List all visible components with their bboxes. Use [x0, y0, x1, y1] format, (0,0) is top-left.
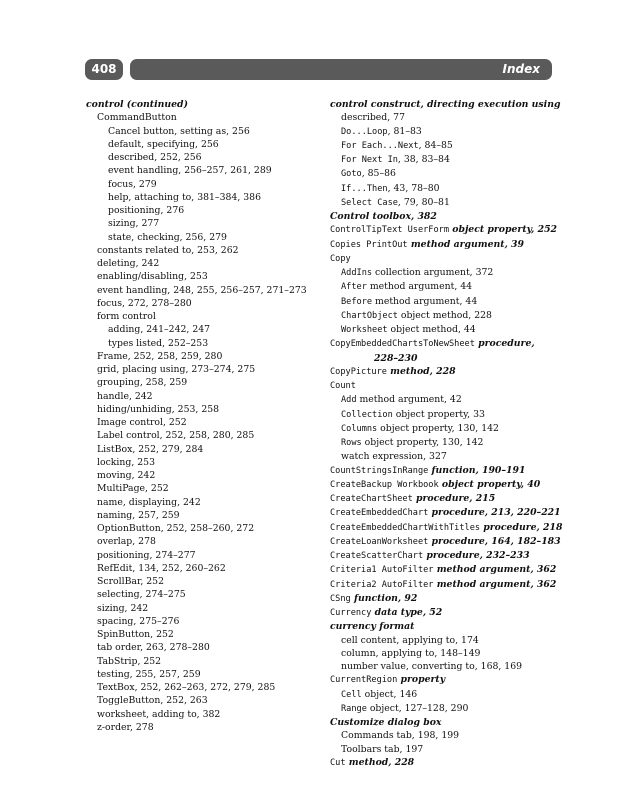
index-text: TabStrip, 252 — [97, 655, 162, 667]
index-text: object, 127–128, 290 — [366, 702, 469, 714]
index-entry — [86, 549, 318, 562]
index-entry — [86, 390, 318, 403]
index-entry — [86, 575, 318, 588]
index-text: column, applying to, 148–149 — [341, 647, 481, 659]
index-entry — [86, 522, 318, 535]
index-text: procedure, 213, 220–221 — [428, 507, 561, 519]
code-term: CSng — [330, 593, 351, 604]
index-text: ListBox, 252, 279, 284 — [97, 443, 204, 455]
index-text: watch expression, 327 — [341, 451, 447, 463]
index-text: RefEdit, 134, 252, 260–262 — [97, 562, 226, 574]
index-text: CommandButton — [97, 112, 177, 124]
index-entry — [330, 153, 555, 167]
index-entry — [86, 297, 318, 310]
index-text: enabling/disabling, 253 — [97, 271, 208, 283]
index-text: object method, 44 — [387, 324, 476, 335]
index-text: ToggleButton, 252, 263 — [97, 695, 208, 707]
index-text: cell content, applying to, 174 — [341, 634, 479, 646]
index-entry — [86, 641, 318, 654]
code-term: CreateScatterChart — [330, 551, 424, 561]
index-text: positioning, 274–277 — [97, 549, 196, 561]
index-entry — [330, 280, 555, 294]
index-text: procedure, — [474, 338, 535, 350]
index-entry — [86, 363, 318, 376]
page-header — [85, 59, 552, 80]
code-term: Select Case — [341, 197, 398, 208]
index-entry — [330, 125, 555, 139]
index-entry — [330, 408, 555, 422]
code-term: CurrentRegion — [330, 675, 398, 686]
index-text: default, specifying, 256 — [108, 138, 219, 150]
index-entry — [330, 492, 555, 506]
index-text: Label control, 252, 258, 280, 285 — [97, 430, 255, 442]
index-text: Cancel button, setting as, 256 — [108, 125, 250, 137]
code-term: If...Then — [341, 183, 388, 194]
code-term: CreateChartSheet — [330, 494, 413, 504]
index-entry — [330, 563, 555, 577]
index-entry — [330, 182, 555, 196]
index-text: help, attaching to, 381–384, 386 — [108, 191, 261, 203]
index-entry — [86, 270, 318, 283]
code-term: ChartObject — [341, 310, 398, 321]
index-entry — [86, 178, 318, 191]
index-entry — [86, 337, 318, 350]
index-entry — [330, 634, 555, 647]
index-entry — [86, 164, 318, 177]
index-column-left — [86, 98, 318, 734]
index-entry — [330, 578, 555, 592]
index-entry — [86, 284, 318, 297]
index-column-right — [330, 98, 563, 770]
index-text: Image control, 252 — [97, 417, 187, 428]
index-text: constants related to, 253, 262 — [97, 244, 239, 256]
code-term: CreateEmbeddedChartWithTitles — [330, 522, 481, 533]
index-entry — [86, 482, 318, 495]
code-term: After — [341, 282, 367, 293]
code-term: ControlTipText UserForm — [330, 225, 449, 236]
index-entry — [330, 647, 555, 660]
index-text: method, 228 — [386, 365, 456, 377]
index-entry — [86, 615, 318, 628]
index-entry — [330, 535, 561, 549]
code-term: Criteria1 AutoFilter — [330, 565, 434, 576]
index-entry — [86, 469, 318, 482]
index-entry — [86, 721, 318, 734]
index-entry — [86, 244, 318, 257]
code-term: Criteria2 AutoFilter — [330, 579, 434, 590]
index-entry — [86, 376, 318, 389]
code-term: Currency — [330, 608, 372, 618]
index-entry — [86, 151, 318, 164]
index-entry — [330, 592, 555, 606]
index-text: object property, 252 — [449, 224, 558, 236]
index-text: , 85–86 — [361, 168, 396, 180]
index-entry — [330, 743, 555, 756]
index-text: method argument, 362 — [433, 564, 557, 576]
index-text: procedure, 164, 182–183 — [428, 535, 561, 547]
code-term: Rows — [341, 438, 362, 448]
index-text: Toolbars tab, 197 — [341, 743, 424, 755]
index-entry — [330, 238, 555, 252]
index-text: deleting, 242 — [97, 258, 160, 269]
index-text: object property, 130, 142 — [377, 422, 499, 434]
index-text: Commands tab, 198, 199 — [341, 730, 460, 742]
index-text: collection argument, 372 — [372, 267, 494, 278]
index-entry — [86, 443, 318, 456]
index-entry — [330, 673, 555, 687]
index-text: sizing, 242 — [97, 602, 149, 614]
code-term: Goto — [341, 169, 362, 180]
index-entry — [86, 509, 318, 522]
index-text: z-order, 278 — [97, 721, 154, 733]
index-text: SpinButton, 252 — [97, 629, 174, 640]
index-text: method argument, 42 — [356, 394, 462, 406]
index-text: method argument, 44 — [366, 281, 473, 293]
index-entry — [330, 379, 555, 393]
code-term: CreateLoanWorksheet — [330, 536, 429, 547]
code-term: Copy — [330, 253, 351, 264]
code-term: Range — [341, 703, 367, 714]
index-entry — [330, 352, 555, 365]
index-entry — [330, 98, 561, 111]
index-text: property — [397, 674, 446, 686]
index-text: MultiPage, 252 — [97, 483, 169, 495]
section-title-bar: Index — [130, 59, 552, 80]
index-entry — [86, 257, 318, 270]
index-text: , 84–85 — [418, 139, 453, 151]
index-entry — [86, 231, 318, 244]
index-text: described, 77 — [341, 112, 405, 124]
index-entry — [86, 681, 318, 694]
code-term: Worksheet — [341, 325, 388, 335]
index-entry — [86, 191, 318, 204]
code-term: Columns — [341, 423, 378, 434]
index-entry — [330, 210, 555, 223]
index-entry — [330, 393, 555, 407]
index-text: moving, 242 — [97, 470, 156, 481]
index-text: method argument, 44 — [372, 295, 478, 307]
index-text: , 43, 78–80 — [387, 182, 440, 194]
code-term: CreateEmbeddedChart — [330, 508, 429, 519]
code-term: CopyPicture — [330, 366, 387, 377]
index-text: object method, 228 — [397, 309, 492, 321]
index-entry — [330, 756, 555, 770]
page-number: 408 — [85, 59, 123, 80]
index-entry — [86, 655, 318, 668]
index-text: object property, 130, 142 — [361, 437, 484, 448]
index-text: , 81–83 — [387, 125, 422, 137]
index-entry — [86, 588, 318, 601]
code-term: Cut — [330, 757, 346, 768]
index-entry — [86, 429, 318, 442]
index-text: Customize dialog box — [330, 717, 442, 728]
index-text: method, 228 — [345, 756, 415, 768]
index-entry — [330, 323, 555, 337]
index-entry — [86, 708, 318, 721]
index-text: overlap, 278 — [97, 536, 156, 548]
index-entry — [86, 602, 318, 615]
index-entry — [330, 606, 555, 620]
index-text: number value, converting to, 168, 169 — [341, 661, 523, 672]
code-term: For Each...Next — [341, 140, 419, 151]
index-text: procedure, 232–233 — [423, 550, 530, 561]
index-entry — [86, 668, 318, 681]
index-text: selecting, 274–275 — [97, 589, 186, 601]
index-text: focus, 272, 278–280 — [97, 297, 192, 309]
code-term: Collection — [341, 409, 393, 420]
index-text: Frame, 252, 258, 259, 280 — [97, 350, 223, 362]
index-text: 228–230 — [374, 352, 418, 364]
index-entry — [330, 309, 555, 323]
index-entry — [330, 464, 555, 478]
index-entry — [86, 456, 318, 469]
index-text: method argument, 39 — [407, 238, 524, 250]
index-text: , 38, 83–84 — [397, 154, 450, 165]
index-text: grid, placing using, 273–274, 275 — [97, 364, 256, 375]
index-text: described, 252, 256 — [108, 152, 202, 163]
index-entry — [330, 688, 555, 702]
code-term: Do...Loop — [341, 126, 388, 137]
index-entry — [86, 350, 318, 363]
code-term: For Next In — [341, 155, 398, 165]
code-term: CreateBackup Workbook — [330, 479, 439, 490]
index-entry — [86, 628, 318, 641]
index-text: state, checking, 256, 279 — [108, 231, 227, 243]
index-entry — [86, 496, 318, 509]
index-text: tab order, 263, 278–280 — [97, 642, 210, 654]
index-text: naming, 257, 259 — [97, 509, 180, 521]
code-term: AddIns — [341, 268, 373, 278]
code-term: Before — [341, 296, 373, 307]
index-entry — [330, 167, 555, 181]
index-text: adding, 241–242, 247 — [108, 324, 211, 336]
index-entry — [86, 416, 318, 429]
index-text: method argument, 362 — [433, 578, 557, 590]
index-text: Control toolbox, 382 — [330, 211, 437, 222]
index-entry — [86, 562, 318, 575]
index-entry — [86, 535, 318, 548]
code-term: Copies PrintOut — [330, 239, 408, 250]
index-entry — [330, 295, 555, 309]
index-text: types listed, 252–253 — [108, 337, 209, 349]
index-entry — [330, 337, 555, 351]
index-text: testing, 255, 257, 259 — [97, 668, 201, 680]
code-term: Cell — [341, 689, 362, 700]
index-text: worksheet, adding to, 382 — [97, 708, 221, 720]
index-entry — [86, 111, 318, 124]
index-entry — [330, 436, 555, 450]
index-entry — [86, 403, 318, 416]
index-text: name, displaying, 242 — [97, 496, 201, 508]
index-entry — [330, 365, 555, 379]
index-text: event handling, 248, 255, 256–257, 271–273 — [97, 284, 307, 296]
index-text: object property, 40 — [438, 478, 541, 490]
index-text: positioning, 276 — [108, 205, 185, 216]
index-text: , 79, 80–81 — [397, 196, 450, 208]
index-entry — [330, 702, 555, 716]
index-text: object, 146 — [361, 688, 418, 700]
index-entry — [86, 138, 318, 151]
index-entry — [86, 98, 318, 111]
index-entry — [330, 478, 555, 492]
index-entry — [86, 125, 318, 138]
index-entry — [86, 217, 318, 230]
code-term: Count — [330, 381, 356, 391]
index-text: procedure, 215 — [412, 493, 496, 504]
index-entry — [330, 729, 555, 742]
index-entry — [330, 620, 555, 633]
index-text: object property, 33 — [392, 408, 485, 420]
index-entry — [86, 204, 318, 217]
index-entry — [330, 450, 555, 463]
index-text: handle, 242 — [97, 390, 153, 402]
index-entry — [330, 223, 558, 237]
index-text: ScrollBar, 252 — [97, 576, 165, 587]
index-entry — [86, 323, 318, 336]
index-text: control construct, directing execution using — [330, 99, 561, 110]
index-text: currency format — [330, 621, 415, 633]
code-term: CountStringsInRange — [330, 465, 429, 476]
index-entry — [330, 422, 555, 436]
index-entry — [330, 252, 555, 266]
index-entry — [330, 266, 555, 280]
index-text: form control — [97, 311, 156, 322]
index-entry — [330, 716, 555, 729]
index-entry — [330, 549, 555, 563]
index-entry — [330, 521, 563, 535]
index-entry — [330, 506, 561, 520]
index-text: control (continued) — [86, 99, 188, 110]
index-text: spacing, 275–276 — [97, 615, 180, 627]
index-entry — [86, 310, 318, 323]
code-term: CopyEmbeddedChartsToNewSheet — [330, 339, 475, 350]
index-text: TextBox, 252, 262–263, 272, 279, 285 — [97, 682, 276, 693]
index-entry — [86, 694, 318, 707]
index-entry — [330, 139, 555, 153]
index-text: function, 92 — [350, 592, 418, 604]
index-text: event handling, 256–257, 261, 289 — [108, 165, 272, 177]
index-text: sizing, 277 — [108, 218, 160, 230]
index-text: data type, 52 — [371, 607, 443, 618]
index-text: locking, 253 — [97, 456, 155, 468]
index-text: procedure, 218 — [480, 521, 563, 533]
index-text: function, 190–191 — [428, 464, 526, 476]
index-text: grouping, 258, 259 — [97, 377, 188, 389]
index-text: hiding/unhiding, 253, 258 — [97, 403, 220, 415]
index-entry — [330, 111, 555, 124]
index-text: OptionButton, 252, 258–260, 272 — [97, 523, 255, 534]
index-text: focus, 279 — [108, 178, 157, 190]
code-term: Add — [341, 395, 357, 406]
index-entry — [330, 660, 555, 673]
index-entry — [330, 196, 555, 210]
